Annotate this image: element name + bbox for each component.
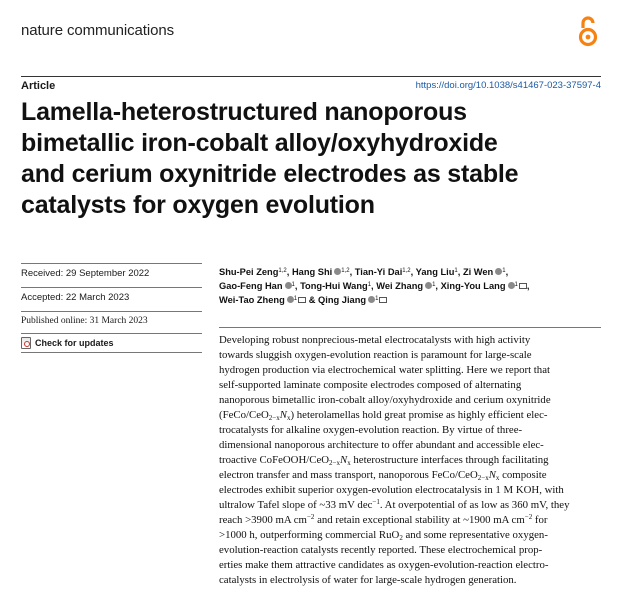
- author-affiliation: 1: [454, 268, 458, 274]
- abstract-line: Developing robust nonprecious-metal electrocatalysts with high activity: [219, 334, 531, 346]
- check-for-updates[interactable]: [21, 333, 202, 349]
- abstract-line: dimensional nanoporous architecture to offer abundant and accessible elec-: [219, 439, 544, 451]
- author-affiliation: 1: [432, 282, 436, 289]
- author-affiliation: 1,2: [402, 268, 411, 274]
- accepted-text: Accepted: 22 March 2023: [21, 292, 130, 303]
- author-list: Shu-Pei Zeng$^{1,2}$, Hang Shi $^{1,2}$, Tian-Yi Dai$^{1,2}$, Yang Liu$^1$, Zi Wen $^1$, Gao-Feng Han $^1$, Tong-Hui Wang$^1$, Wei Zhang $^1$, Xing-You Lang $^1$ , Wei-Tao Zheng $^1$ & Qing Jiang $^1$: [219, 267, 530, 306]
- abstract-line: ultralow Tafel slope of ~33 mV dec$^{-1}$. At overpotential of as low as 360 mV, they: [219, 498, 570, 511]
- author-name[interactable]: Yang Liu: [415, 267, 455, 277]
- orcid-icon[interactable]: [287, 296, 294, 303]
- received-date: [21, 263, 202, 279]
- title-line: and cerium oxynitride electrodes as stable: [21, 160, 519, 188]
- abstract-line: towards sluggish oxygen-evolution reaction is paramount for large-scale: [219, 349, 532, 361]
- author-name[interactable]: Tian-Yi Dai: [354, 267, 403, 277]
- author-affiliation: 1: [514, 282, 518, 289]
- title-line: Lamella-heterostructured nanoporous: [21, 98, 467, 126]
- abstract-line: trocatalysts for alkaline oxygen-evolution reaction. By virtue of three-: [219, 424, 523, 436]
- published-text: Published online: 31 March 2023: [21, 316, 148, 326]
- author-affiliation: 1: [367, 282, 372, 289]
- article-type: Article: [21, 80, 56, 92]
- abstract-divider: [219, 327, 601, 328]
- author-affiliation: 1: [293, 296, 298, 303]
- email-icon[interactable]: [519, 283, 527, 289]
- abstract-line: electrodes exhibit superior oxygen-evolution electrocatalysis in 1 M KOH, with: [219, 484, 564, 496]
- abstract-line: >1000 h, outperforming commercial RuO$_2$ and some representative oxygen-: [219, 529, 548, 542]
- doi-link[interactable]: https://doi.org/10.1038/s41467-023-37597-4: [415, 80, 601, 91]
- email-icon[interactable]: [298, 297, 306, 303]
- abstract-line: reach >3900 mA $cm^{-2}$ and retain exceptional stability at ~1900 mA $cm^{-2}$ for: [219, 513, 548, 526]
- orcid-icon[interactable]: [508, 282, 515, 289]
- title-line: catalysts for oxygen evolution: [21, 191, 375, 219]
- author-affiliation: 1,2: [341, 268, 350, 274]
- author-name[interactable]: Qing Jiang: [318, 295, 367, 306]
- abstract-line: catalysts in electrolysis of water for large-scale hydrogen generation.: [219, 574, 517, 586]
- meta-divider: [21, 352, 202, 353]
- author-name[interactable]: Wei Zhang: [376, 281, 424, 292]
- abstract-line: nanoporous bimetallic iron-cobalt alloy/oxyhydroxide and cerium oxynitride: [219, 394, 551, 406]
- check-for-updates-icon: [21, 337, 31, 349]
- email-icon[interactable]: [379, 297, 387, 303]
- journal-name: nature communications: [21, 22, 174, 39]
- author-affiliation: 1: [375, 296, 379, 303]
- author-name[interactable]: Gao-Feng Han: [219, 281, 283, 292]
- open-access-icon: [575, 14, 601, 48]
- author-name[interactable]: Shu-Pei Zeng: [219, 267, 279, 277]
- orcid-icon[interactable]: [368, 296, 375, 303]
- check-for-updates-button[interactable]: [21, 334, 202, 349]
- article-title: [21, 97, 601, 221]
- received-text: Received: 29 September 2022: [21, 268, 150, 279]
- author-name[interactable]: Xing-You Lang: [440, 281, 506, 292]
- header-divider: [21, 76, 601, 77]
- abstract-line: hydrogen production via electrochemical water splitting. Here we report that: [219, 364, 550, 376]
- author-name[interactable]: Wei-Tao Zheng: [219, 295, 285, 306]
- author-affiliation: 1: [291, 282, 295, 289]
- check-for-updates-label: Check for updates: [35, 338, 114, 348]
- abstract-line: $(FeCo/CeO_{2-x}N_x)$ heterolamellas hold great promise as highly efficient elec-: [219, 409, 548, 422]
- abstract-line: self-supported laminate composite electrodes composed of alternating: [219, 379, 522, 391]
- published-date: [21, 311, 202, 326]
- orcid-icon[interactable]: [285, 282, 292, 289]
- abstract: [219, 333, 602, 588]
- author-name[interactable]: Hang Shi: [291, 267, 333, 277]
- author-name[interactable]: Zi Wen: [462, 267, 494, 277]
- author-affiliation: 1: [502, 268, 506, 274]
- author-name[interactable]: Tong-Hui Wang: [300, 281, 368, 292]
- title-line: bimetallic iron-cobalt alloy/oxyhydroxide: [21, 129, 498, 157]
- abstract-line: troactive CoFeOOH/$CeO_{2-x}N_x$ heterostructure interfaces through facilitating: [219, 454, 549, 467]
- abstract-line: evolution-reaction catalysts recently reported. These electrochemical prop-: [219, 544, 543, 556]
- author-affiliation: 1,2: [278, 268, 287, 274]
- abstract-line: electron transfer and mass transport, nanoporous FeCo/$CeO_{2-x}N_x$ composite: [219, 469, 547, 482]
- abstract-line: erties make them attractive candidates as oxygen-evolution-reaction electro-: [219, 559, 549, 571]
- accepted-date: [21, 287, 202, 303]
